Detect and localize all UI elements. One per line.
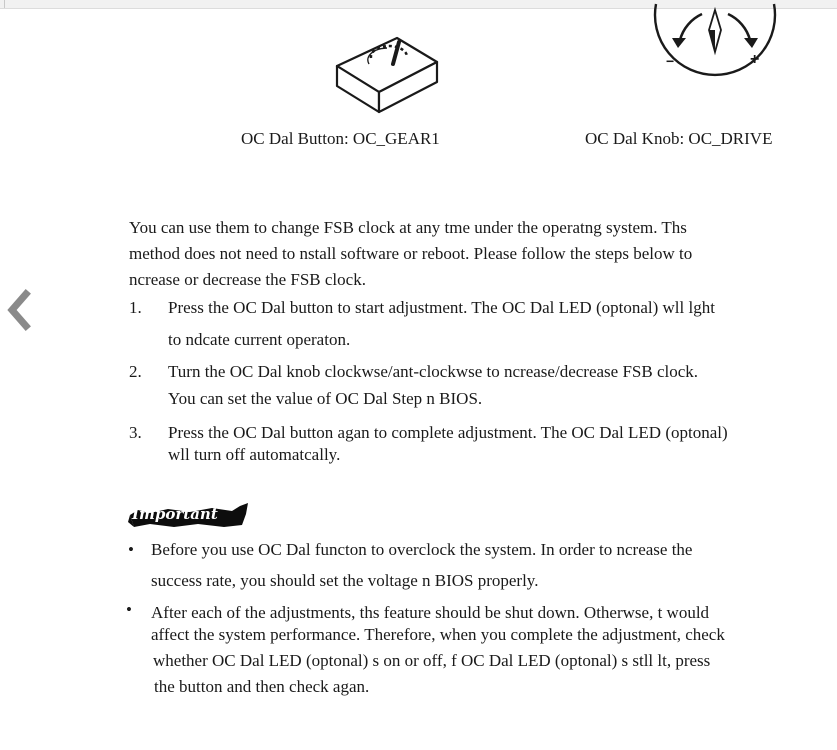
step-line: Press the OC Dal button agan to complete adjustment. The OC Dal LED (optonal) bbox=[168, 423, 728, 442]
bullet-line: whether OC Dal LED (optonal) s on or off, f OC Dal LED (optonal) s stll lt, press bbox=[153, 651, 711, 670]
intro-line: method does not need to nstall software or reboot. Please follow the steps below to bbox=[129, 244, 693, 263]
knob-plus-label: + bbox=[750, 51, 760, 68]
knob-caption: OC Dal Knob: OC_DRIVE bbox=[585, 129, 773, 148]
step-number: 3. bbox=[129, 423, 142, 442]
bullet-line: the button and then check agan. bbox=[154, 677, 370, 696]
intro-line: You can use them to change FSB clock at any tme under the operatng system. Ths bbox=[129, 218, 687, 237]
step-line: to ndcate current operaton. bbox=[168, 330, 351, 349]
step-line: Turn the OC Dal knob clockwse/ant-clockwse to ncrease/decrease FSB clock. bbox=[168, 362, 699, 381]
important-text: Important bbox=[132, 505, 218, 523]
button-caption: OC Dal Button: OC_GEAR1 bbox=[241, 129, 440, 148]
chevron-left-icon[interactable] bbox=[4, 288, 36, 332]
top-bar-tick bbox=[4, 0, 5, 8]
bullet-line: Before you use OC Dal functon to overclock the system. In order to ncrease the bbox=[151, 540, 693, 559]
step-line: wll turn off automatcally. bbox=[168, 445, 341, 464]
gauge-button-icon bbox=[333, 18, 441, 114]
step-number: 2. bbox=[129, 362, 142, 381]
bullet-line: success rate, you should set the voltage n BIOS properly. bbox=[151, 571, 539, 590]
important-label bbox=[128, 501, 250, 529]
intro-line: ncrease or decrease the FSB clock. bbox=[129, 270, 366, 289]
rotary-knob-icon bbox=[652, 0, 778, 122]
step-line: You can set the value of OC Dal Step n BIOS. bbox=[168, 389, 483, 408]
knob-minus-label: − bbox=[666, 53, 675, 69]
bullet-line: affect the system performance. Therefore, when you complete the adjustment, check bbox=[151, 625, 725, 644]
bullet-line: After each of the adjustments, ths feature should be shut down. Otherwse, t would bbox=[151, 603, 710, 622]
step-line: Press the OC Dal button to start adjustment. The OC Dal LED (optonal) wll lght bbox=[168, 298, 715, 317]
bullet-dot: • bbox=[126, 600, 132, 619]
step-number: 1. bbox=[129, 298, 142, 317]
bullet-dot: • bbox=[128, 540, 134, 559]
